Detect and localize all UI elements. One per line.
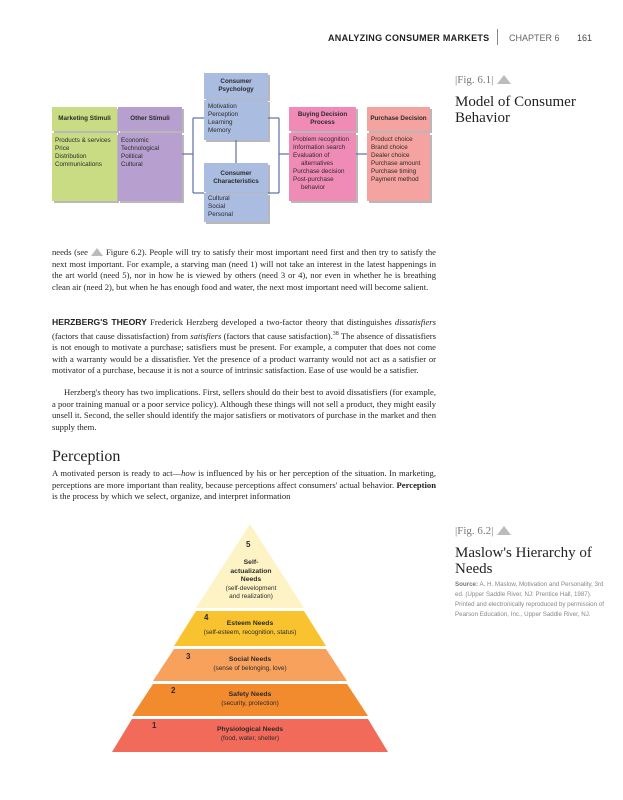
level-3-label: Social Needs (sense of belonging, love) [213, 656, 287, 672]
list-item: Learning [208, 119, 233, 126]
herzberg-run-in-heading: HERZBERG'S THEORY [52, 317, 147, 327]
level-2-number: 2 [171, 686, 176, 695]
list-item: Purchase timing [371, 168, 417, 175]
list-item: Personal [208, 211, 233, 218]
level-1-number: 1 [152, 721, 157, 730]
page-number: 161 [577, 33, 593, 43]
list-item: Distribution [55, 153, 87, 160]
list-item: Economic [121, 137, 149, 144]
other-stimuli-heading: Other Stimuli [118, 107, 182, 131]
consumer-psychology-heading: Consumer Psychology [204, 73, 268, 99]
running-header-chapter: CHAPTER 6 [509, 33, 560, 43]
figure-6-1-title: Model of Consumer Behavior [455, 94, 576, 126]
list-item: Dealer choice [371, 152, 410, 159]
paragraph-maslow-needs: needs (see Figure 6.2). People will try to satisfy their most important need first and then try to satisfy the next most important. For example, a starving man (need 1) will not take an interest in the latest happenings in the art world (need 5), nor in how he is viewed by others (need 3 or 4), nor even in whether he is breathing clean air (need 2), but when he has enough food and water, the next most important need will become salient. [52, 247, 436, 292]
running-header-title: ANALYZING CONSUMER MARKETS [328, 33, 490, 43]
list-item: Communications [55, 161, 102, 168]
list-item: Cultural [208, 195, 230, 202]
paragraph-herzberg-implications: Herzberg's theory has two implications. First, sellers should do their best to avoid dissatisfiers (for example, a poor training manual or a poor service policy). Although these things will not sell a product, they might easily unsell it. Second, the seller should identify the major satisfiers or motivators of purchase in the market and then supply them. [52, 387, 437, 432]
list-item: Price [55, 145, 70, 152]
list-item: Perception [208, 111, 239, 118]
consumer-characteristics-heading: Consumer Characteristics [204, 163, 268, 192]
list-item: Purchase decision [293, 168, 345, 175]
level-2-label: Safety Needs (security, protection) [221, 691, 279, 707]
section-heading-perception: Perception [52, 448, 121, 465]
level-1-label: Physiological Needs (food, water, shelter) [216, 726, 284, 742]
list-item: Problem recognition [293, 136, 350, 143]
figure-6-2-title: Maslow's Hierarchy of Needs [455, 545, 592, 577]
list-item: Political [121, 153, 143, 160]
list-item: Motivation [208, 103, 237, 110]
figure-6-2-source: Source: A. H. Maslow, Motivation and Personality, 3rd ed. (Upper Saddle River, NJ: Prentice Hall, 1987). Printed and electronically reproduced by permission of Pearson Education, Inc., Upper Saddle River, NJ. [455, 581, 604, 618]
list-item: Purchase amount [371, 160, 421, 167]
list-item: Payment method [371, 176, 419, 183]
level-5-label: Self- actualization Needs (self-development and realization) [225, 559, 277, 600]
list-item: Information search [293, 144, 346, 151]
list-item: Memory [208, 127, 231, 134]
marketing-stimuli-heading: Marketing Stimuli [52, 107, 117, 131]
list-item: Product choice [371, 136, 413, 143]
level-4-number: 4 [204, 613, 209, 622]
list-item: Technological [121, 145, 160, 152]
list-item: Products & services [55, 137, 111, 144]
buying-decision-process-heading: Buying Decision Process [289, 107, 356, 131]
paragraph-perception: A motivated person is ready to act—how is influenced by his or her perception of the situation. In marketing, perceptions are more important than reality, because perceptions affect consumers' actual behavior. Perception is the process by which we select, organize, and interpret information [52, 468, 436, 502]
footnote-marker: 38 [332, 330, 339, 337]
level-4-label: Esteem Needs (self-esteem, recognition, status) [203, 620, 297, 636]
list-item: Cultural [121, 161, 143, 168]
list-item: Social [208, 203, 226, 210]
list-item: Brand choice [371, 144, 408, 151]
list-item: alternatives [301, 160, 334, 167]
purchase-decision-heading: Purchase Decision [367, 107, 430, 131]
list-item: behavior [301, 184, 326, 191]
figure-label-text: |Fig. 6.2| [455, 525, 494, 537]
figure-label-text: |Fig. 6.1| [455, 74, 494, 86]
paragraph-herzberg: HERZBERG'S THEORY Frederick Herzberg developed a two-factor theory that distinguishes dissatisfiers (factors that cause dissatisfaction) from satisfiers (factors that cause satisfaction).$^{38}$ The absence of dissatisfiers is not enough to motivate a purchase; satisfiers must be present. For example, a computer that does not come with a warranty would be a dissatisfier. Yet the presence of a product warranty would not act as a satisfier or motivator of a purchase, because it is not a source of intrinsic satisfaction. Ease of use would be a satisfier. [52, 317, 437, 376]
list-item: Post-purchase [293, 176, 334, 183]
level-5-number: 5 [246, 540, 251, 549]
list-item: Evaluation of [293, 152, 330, 159]
level-3-number: 3 [186, 652, 191, 661]
